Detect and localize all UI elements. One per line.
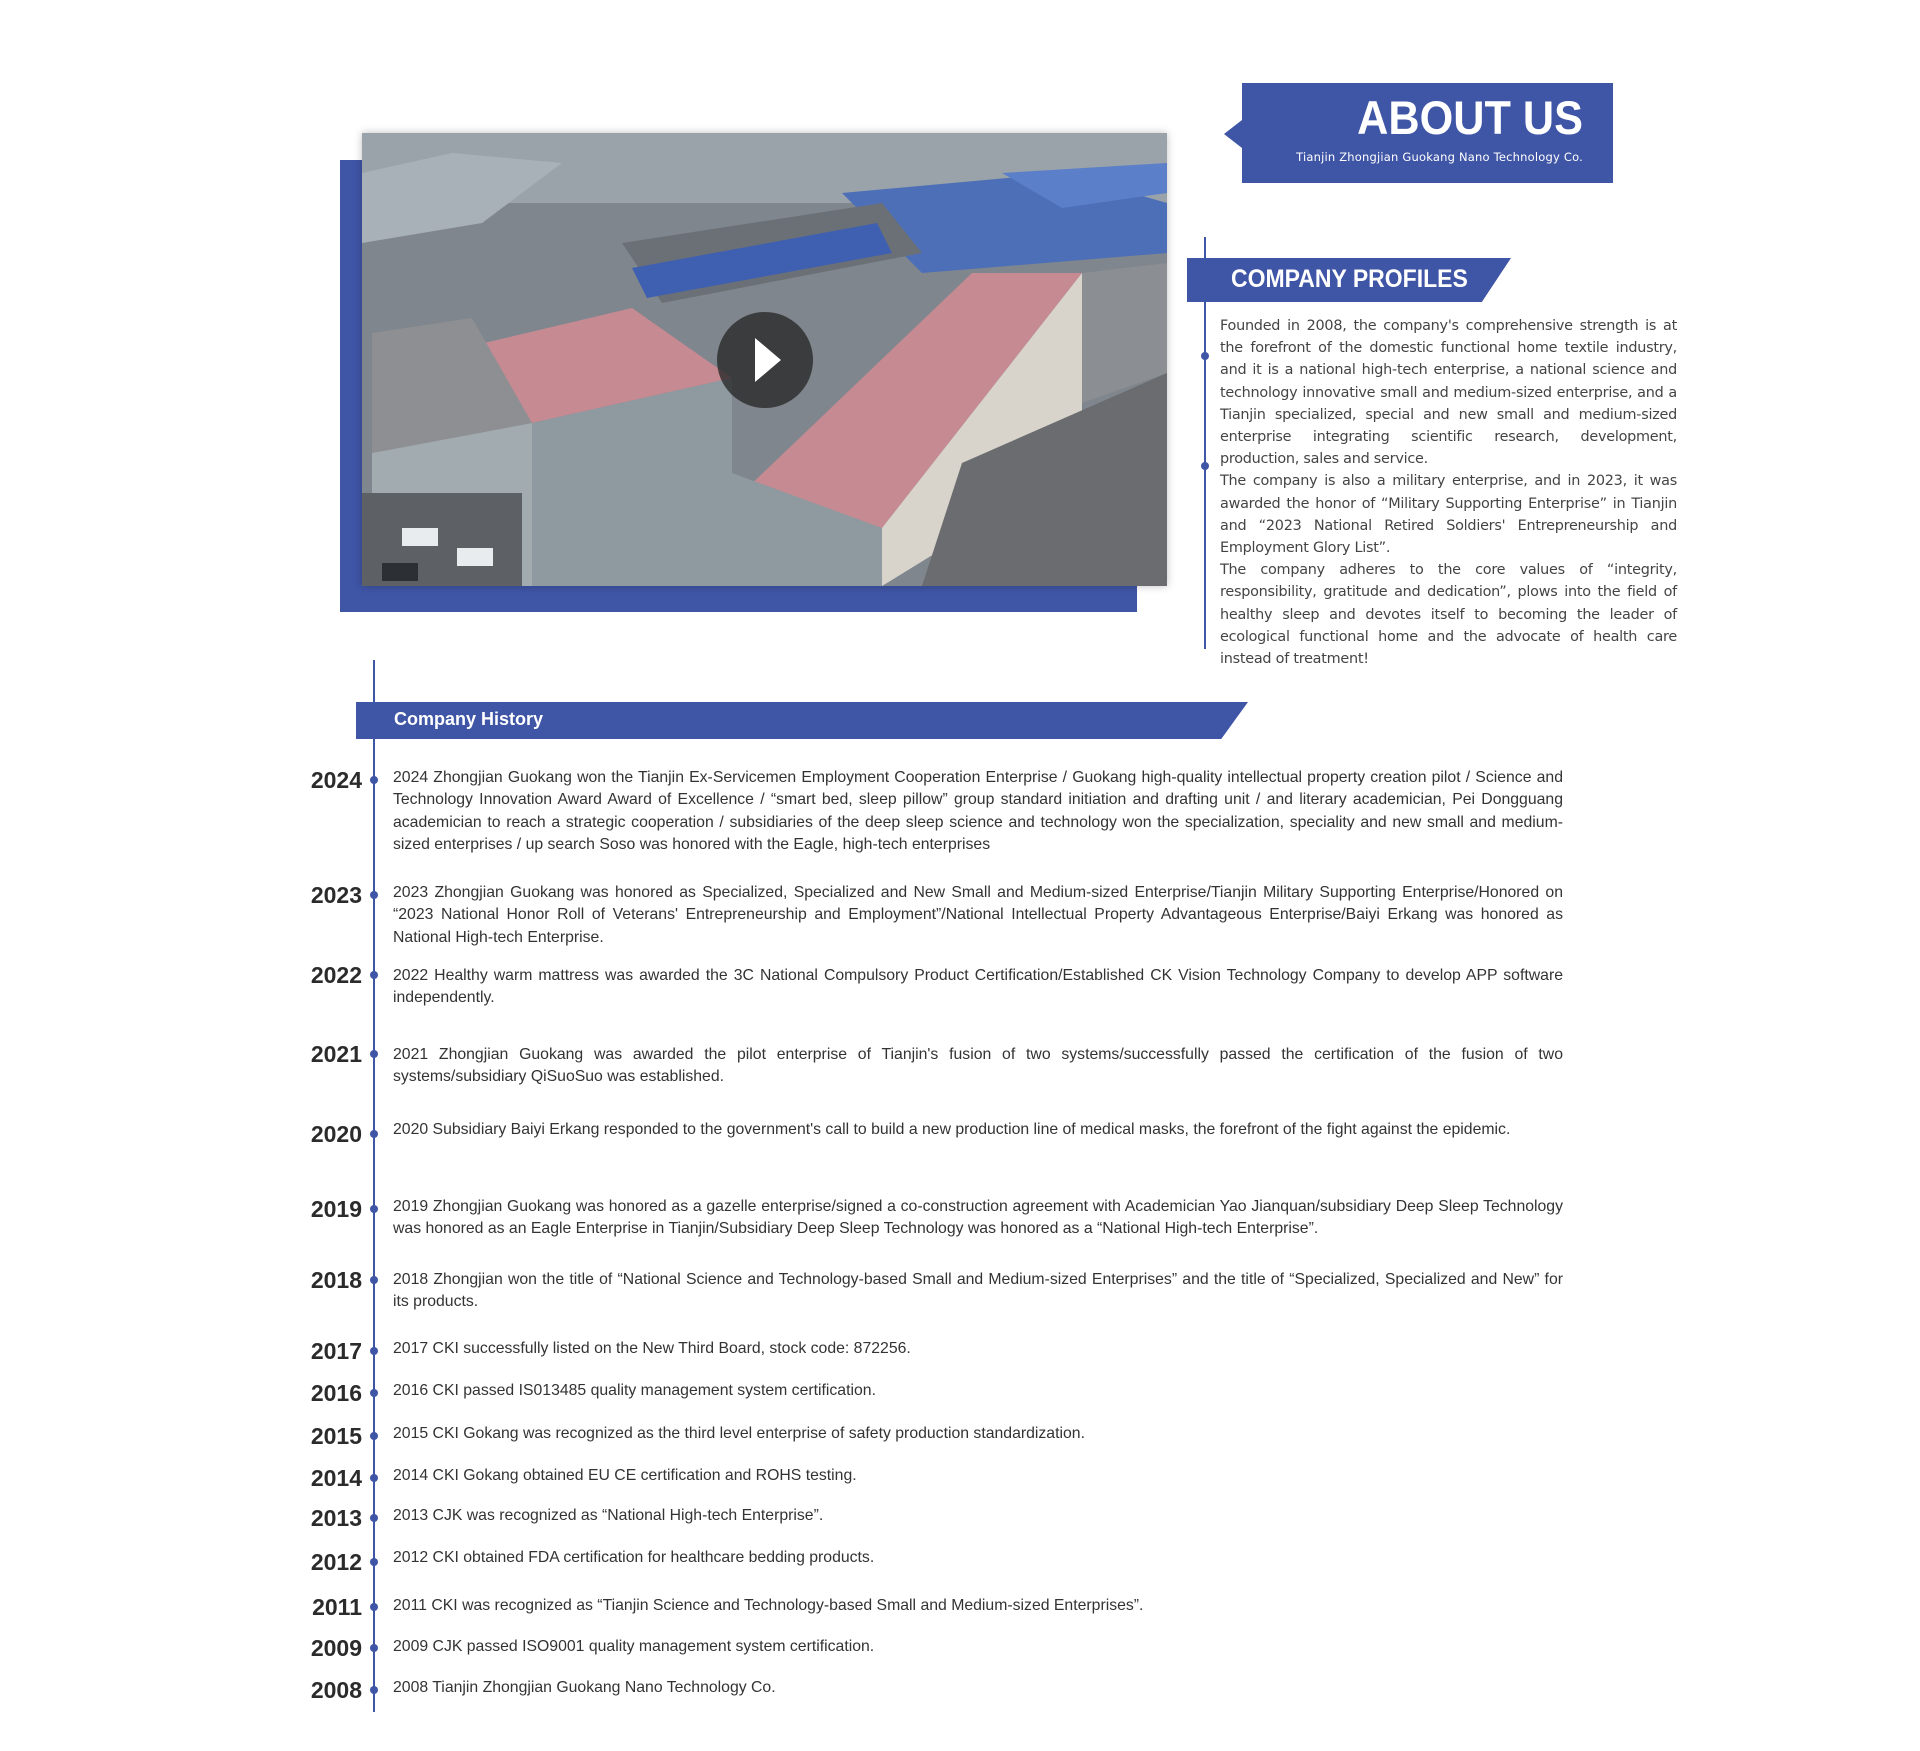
timeline-dot	[370, 1644, 378, 1652]
timeline-year: 2021	[310, 1041, 362, 1067]
timeline-year: 2009	[310, 1635, 362, 1661]
timeline-year: 2014	[310, 1465, 362, 1491]
timeline-text: 2023 Zhongjian Guokang was honored as Specialized, Specialized and New Small and Medium-sized Enterprise/Tianjin Military Supporting Enterprise/Honored on “2023 National Honor Roll of Veterans' Entrepreneurship and Employment”/National Intellectual Property Advantageous Enterprise/Baiyi Erkang was honored as National High-tech Enterprise.	[393, 884, 1563, 946]
timeline-text: 2015 CKI Gokang was recognized as the third level enterprise of safety production standardization.	[393, 1425, 1085, 1442]
timeline-text: 2022 Healthy warm mattress was awarded the 3C National Compulsory Product Certification/Established CK Vision Technology Company to develop APP software independently.	[393, 967, 1563, 1007]
timeline-year: 2008	[310, 1677, 362, 1703]
timeline-text: 2012 CKI obtained FDA certification for healthcare bedding products.	[393, 1549, 875, 1566]
timeline-year: 2018	[310, 1267, 362, 1293]
timeline-text: 2018 Zhongjian won the title of “National Science and Technology-based Small and Medium-sized Enterprises” and the title of “Specialized, Specialized and New” for its products.	[393, 1271, 1563, 1311]
profiles-bullet-dot	[1201, 462, 1209, 470]
timeline-dot	[370, 1558, 378, 1566]
timeline-dot	[370, 1389, 378, 1397]
timeline-dot	[370, 1603, 378, 1611]
history-title: Company History	[394, 709, 544, 729]
about-title: ABOUT US	[1357, 91, 1583, 144]
video-player[interactable]	[362, 133, 1167, 586]
timeline-text: 2020 Subsidiary Baiyi Erkang responded to the government's call to build a new production line of medical masks, the forefront of the fight against the epidemic.	[393, 1121, 1511, 1138]
timeline-year: 2017	[310, 1338, 362, 1364]
about-badge-notch	[1224, 120, 1242, 148]
timeline-dot	[370, 1205, 378, 1213]
profiles-bullet-dot	[1201, 352, 1209, 360]
timeline-text: 2021 Zhongjian Guokang was awarded the pilot enterprise of Tianjin's fusion of two systems/successfully passed the certification of the fusion of two systems/subsidiary QiSuoSuo was established.	[393, 1046, 1563, 1086]
play-button[interactable]	[717, 312, 813, 408]
history-timeline-line	[373, 660, 375, 1712]
timeline-text: 2009 CJK passed ISO9001 quality management system certification.	[393, 1638, 875, 1655]
timeline-dot	[370, 891, 378, 899]
timeline-text: 2016 CKI passed IS013485 quality management system certification.	[393, 1382, 876, 1399]
timeline-dot	[370, 776, 378, 784]
timeline-year: 2019	[310, 1196, 362, 1222]
timeline-dot	[370, 1474, 378, 1482]
profiles-title: COMPANY PROFILES	[1231, 265, 1468, 293]
timeline-text: 2019 Zhongjian Guokang was honored as a gazelle enterprise/signed a co-construction agreement with Academician Yao Jianquan/subsidiary Deep Sleep Technology was honored as an Eagle Enterprise in Tianjin/Subsidiary Deep Sleep Technology was honored as a “National High-tech Enterprise”.	[393, 1198, 1563, 1238]
timeline-year: 2013	[310, 1505, 362, 1531]
profiles-text	[1220, 315, 1677, 670]
timeline-dot	[370, 1347, 378, 1355]
timeline-year: 2023	[310, 882, 362, 908]
timeline-dot	[370, 1686, 378, 1694]
timeline-text: 2024 Zhongjian Guokang won the Tianjin Ex-Servicemen Employment Cooperation Enterprise / Guokang high-quality intellectual property creation pilot / Science and Technology Innovation Award Award of Excellence / “smart bed, sleep pillow” group standard initiation and drafting unit / and literary academician, Pei Dongguang academician to reach a strategic cooperation / subsidiaries of the deep sleep science and technology won the specialization, speciality and new small and medium-sized enterprises / up search Soso was honored with the Eagle, high-tech enterprises	[393, 769, 1563, 853]
profiles-paragraph: Founded in 2008, the company's comprehensive strength is at the forefront of the domestic functional home textile industry, and it is a national high-tech enterprise, a national science and technology innovative small and medium-sized enterprise, and a Tianjin specialized, special and new small and medium-sized enterprise integrating scientific research, development, production, sales and service.	[1220, 318, 1677, 468]
timeline-dot	[370, 1276, 378, 1284]
profiles-paragraph: The company adheres to the core values of “integrity, responsibility, gratitude and dedication”, plows into the field of healthy sleep and devotes itself to becoming the leader of ecological functional home and the advocate of health care instead of treatment!	[1220, 562, 1677, 668]
timeline-year: 2012	[310, 1549, 362, 1575]
about-subtitle: Tianjin Zhongjian Guokang Nano Technology Co.	[1296, 150, 1583, 165]
timeline-dot	[370, 1432, 378, 1440]
timeline-dot	[370, 971, 378, 979]
timeline-year: 2020	[310, 1121, 362, 1147]
timeline-dot	[370, 1130, 378, 1138]
timeline-dot	[370, 1514, 378, 1522]
timeline-year: 2015	[310, 1423, 362, 1449]
timeline-text: 2013 CJK was recognized as “National High-tech Enterprise”.	[393, 1507, 824, 1524]
timeline-year: 2011	[312, 1594, 362, 1620]
timeline-dot	[370, 1050, 378, 1058]
timeline-year: 2022	[310, 962, 362, 988]
timeline-text: 2017 CKI successfully listed on the New Third Board, stock code: 872256.	[393, 1340, 911, 1357]
timeline-year: 2016	[310, 1380, 362, 1406]
timeline-year: 2024	[310, 767, 362, 793]
profiles-paragraph: The company is also a military enterprise, and in 2023, it was awarded the honor of “Military Supporting Enterprise” in Tianjin and “2023 National Retired Soldiers' Entrepreneurship and Employment Glory List”.	[1220, 473, 1677, 557]
play-icon	[755, 338, 781, 382]
timeline-text: 2011 CKI was recognized as “Tianjin Science and Technology-based Small and Medium-sized Enterprises”.	[393, 1597, 1144, 1614]
timeline-text: 2008 Tianjin Zhongjian Guokang Nano Technology Co.	[393, 1679, 776, 1696]
timeline-text: 2014 CKI Gokang obtained EU CE certification and ROHS testing.	[393, 1467, 857, 1484]
about-badge	[1242, 83, 1613, 183]
